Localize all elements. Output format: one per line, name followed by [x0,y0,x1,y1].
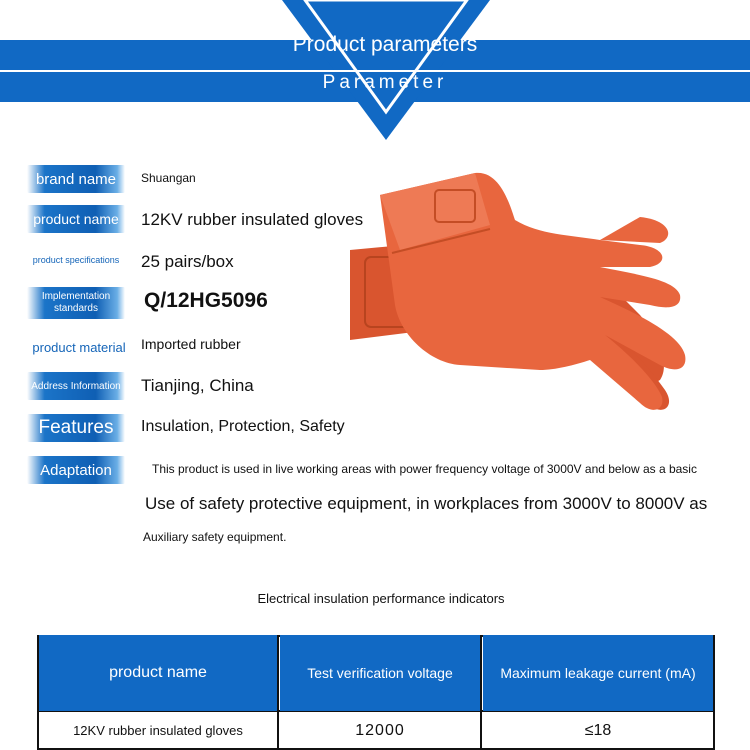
spec-value-product-name: 12KV rubber insulated gloves [141,210,364,229]
performance-table [37,635,715,750]
spec-label-brand: brand name [27,165,125,193]
page-subtitle: Parameter [322,72,448,93]
table-header-product-name: product name [39,635,277,711]
table-row-leakage-current: ≤18 [483,713,713,748]
table-row-product-name: 12KV rubber insulated gloves [39,713,277,748]
spec-label-standards: Implementation standards [27,287,125,319]
spec-label-address: Address Information [27,372,125,400]
spec-value-standards: Q/12HG5096 [144,289,268,312]
spec-label-features: Features [27,414,125,442]
table-header-leakage-current: Maximum leakage current (mA) [483,635,713,711]
adaptation-text-line-1: This product is used in live working areas with power frequency voltage of 3000V and below as a basic [152,462,697,476]
spec-value-specifications: 25 pairs/box [141,252,234,271]
spec-value-brand: Shuangan [141,171,196,185]
table-header-test-voltage: Test verification voltage [280,635,480,711]
spec-value-features: Insulation, Protection, Safety [141,418,345,435]
spec-label-material: product material [32,339,126,355]
table-row-test-voltage: 12000 [280,713,480,748]
spec-label-product-name: product name [27,205,125,233]
table-caption: Electrical insulation performance indicators [257,591,505,606]
spec-value-material: Imported rubber [141,336,241,352]
spec-label-specifications: product specifications [32,255,120,265]
spec-label-adaptation: Adaptation [27,456,125,484]
adaptation-text-line-3: Auxiliary safety equipment. [143,530,287,544]
adaptation-text-line-2: Use of safety protective equipment, in workplaces from 3000V to 8000V as [145,494,708,513]
spec-value-address: Tianjing, China [141,376,254,395]
glove-illustration [340,165,720,425]
page-title: Product parameters [292,33,478,56]
